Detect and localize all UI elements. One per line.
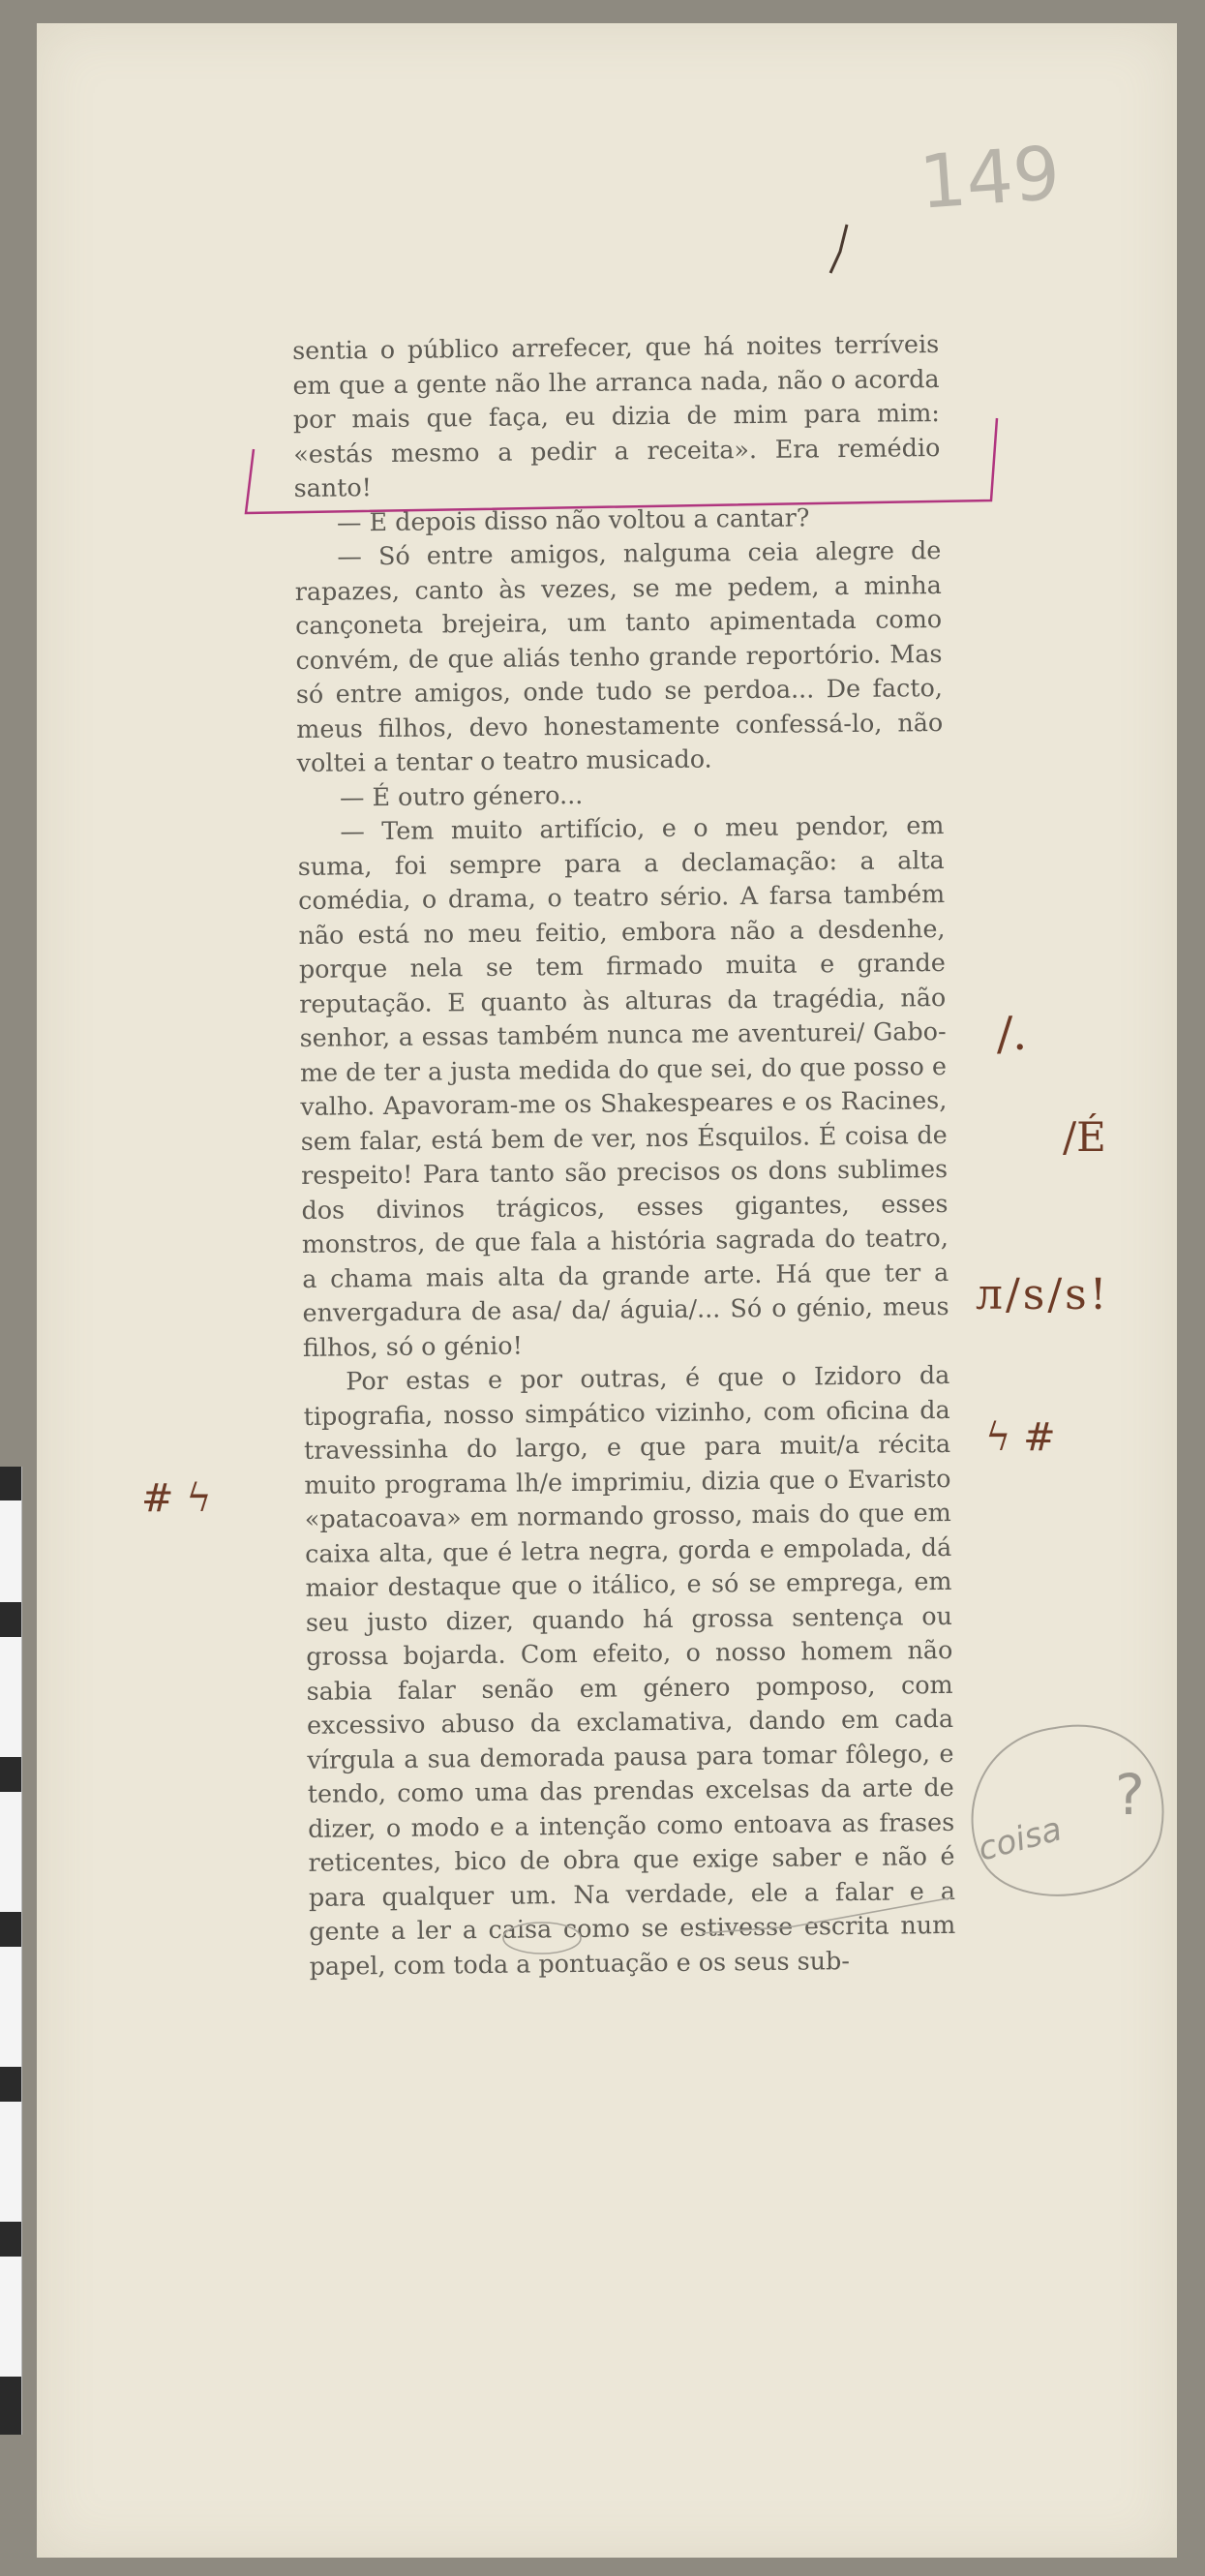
margin-mark-hash-right: ϟ # bbox=[985, 1415, 1056, 1460]
magenta-bracket bbox=[246, 418, 997, 513]
margin-mark-e: /É bbox=[1063, 1113, 1106, 1161]
paragraph-2: — E depois disso não voltou a cantar? bbox=[336, 501, 810, 537]
paragraph-5: — Tem muito artifício, e o meu pendor, em suma, foi sempre para a declamação: a alta comédia, o drama, o teatro sério. A farsa também não está no meu feitio, embora não a desdenhe, porque nela se tem firmado muita e grande reputação. E quanto às alturas da tragédia, não senhor, a essas também nunca me aventurei/ Gabo-me de ter a justa medida do que sei, do que posso e valho. Apavoram-me os Shakespeares e os Racines, sem falar, está bem de ver, nos Ésquilos. É coisa de respeito! Para tanto são precisos os dons sublimes dos divinos trágicos, esses gigantes, esses monstros, de que fala a história sagrada do teatro, a chama mais alta da grande arte. Há que ter a envergadura de asa/ da/ águia/... Só o génio, meus filhos, só o génio! bbox=[297, 809, 949, 1362]
pencil-word-circle bbox=[503, 1923, 581, 1954]
paragraph-6: Por estas e por outras, é que o Izidoro da tipografia, nosso simpático vizinho, com oficina da travessinha do largo, e que para muit/a récita muito programa lh/e imprimiu, dizia que o Evaristo «patacoava» em normando grosso, mais do que em caixa alta, que é letra negra, gorda e empolada, dá maior destaque que o itálico, e só se emprega, em seu justo dizer, quando há grossa sentença ou grossa bojarda. Com efeito, o nosso homem não sabia falar senão em género pomposo, com excessivo abuso da exclamativa, dando em cada vírgula a sua demorada pausa para tomar fôlego, e tendo, como uma das prendas excelsas da arte de dizer, o modo e a intenção como entoava as frases reticentes, bico de obra que exige saber e não é para qualquer um. Na verdade, ele a falar e a gente a ler a caisa como se estivesse escrita num papel, com toda a pontuação e os seus sub- bbox=[303, 1359, 956, 1981]
paragraph-3: — Só entre amigos, nalguma ceia alegre de rapazes, canto às vezes, se me pedem, a minha cançoneta brejeira, um tanto apimentada como convém, de que aliás tenho grande reportório. Mas só entre amigos, onde tudo se perdoa... De facto, meus filhos, devo honestamente confessá-lo, não voltei a tentar o teatro musicado. bbox=[294, 534, 944, 777]
pencil-line bbox=[702, 1897, 953, 1933]
paragraph-1: sentia o público arrefecer, que há noites terríveis em que a gente não lhe arranca nada, não o acorda por mais que faça, eu dizia de mim para mim: «estás mesmo a pedir a receita». Era remédio santo! bbox=[292, 329, 941, 502]
pencil-note: coisa bbox=[974, 1809, 1067, 1869]
margin-mark-slash-dot: /. bbox=[997, 1007, 1028, 1061]
paragraph-4: — É outro género... bbox=[339, 779, 584, 812]
ink-flourish bbox=[830, 225, 847, 273]
pencil-question: ? bbox=[1115, 1762, 1145, 1828]
page-number: 149 bbox=[916, 129, 1063, 226]
margin-mark-hash-left: # ϟ bbox=[141, 1476, 212, 1521]
margin-mark-s: л/s/s! bbox=[976, 1270, 1110, 1319]
